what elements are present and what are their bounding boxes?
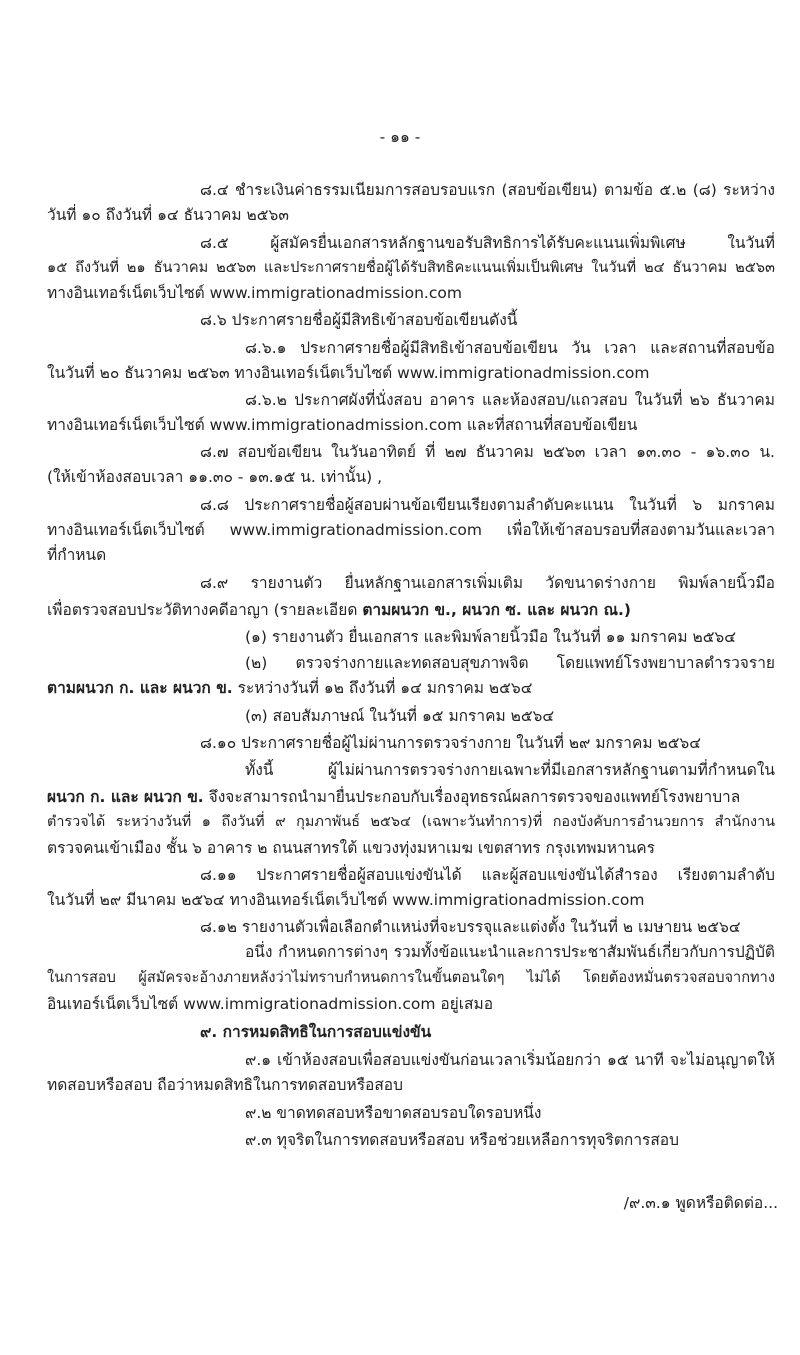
text-bold: ตามผนวก ข., ผนวก ซ. และ ผนวก ณ.) (362, 601, 631, 619)
item-8-9-2: (๒) ตรวจร่างกายและทดสอบสุขภาพจิต โดยแพทย์โรงพยาบาลตำรวจราย (245, 654, 775, 672)
item-8-8: ๘.๘ ประกาศรายชื่อผู้สอบผ่านข้อเขียนเรียงตามลำดับคะแนน ในวันที่ ๖ มกราคม (200, 496, 775, 514)
text-line: ในการสอบ ผู้สมัครจะอ้างภายหลังว่าไม่ทราบกำหนดการในขั้นตอนใดๆ ไม่ได้ โดยต้องหมั่นตรวจสอบจากทาง (47, 969, 775, 986)
item-8-9-1: (๑) รายงานตัว ยื่นเอกสาร และพิมพ์ลายนิ้วมือ ในวันที่ ๑๑ มกราคม ๒๕๖๔ (245, 628, 736, 646)
text-line: ทางอินเทอร์เน็ตเว็บไซต์ www.immigrationadmission.com และที่สถานที่สอบข้อเขียน (47, 416, 638, 434)
text-line: ที่กำหนด (47, 546, 107, 564)
text-line (47, 786, 775, 808)
item-8-6: ๘.๖ ประกาศรายชื่อผู้มีสิทธิเข้าสอบข้อเขียนดังนี้ (200, 311, 518, 329)
item-8-6-1: ๘.๖.๑ ประกาศรายชื่อผู้มีสิทธิเข้าสอบข้อเขียน วัน เวลา และสถานที่สอบข้อ (245, 339, 775, 357)
text-normal: ระหว่างวันที่ ๑๒ ถึงวันที่ ๑๔ มกราคม ๒๕๖๔ (232, 679, 533, 697)
text-line: ทั้งนี้ ผู้ไม่ผ่านการตรวจร่างกายเฉพาะที่มีเอกสารหลักฐานตามที่กำหนดใน (245, 761, 775, 779)
text-line: ๑๕ ถึงวันที่ ๒๑ ธันวาคม ๒๕๖๓ และประกาศรายชื่อผู้ได้รับสิทธิคะแนนเพิ่มเป็นพิเศษ ในวันที่ ๒๔ ธันวาคม ๒๕๖๓ (47, 259, 775, 276)
text-normal: เพื่อตรวจสอบประวัติทางคดีอาญา (รายละเอียด (47, 601, 363, 619)
text-line: ทดสอบหรือสอบ ถือว่าหมดสิทธิในการทดสอบหรือสอบ (47, 1076, 403, 1094)
text-line: อินเทอร์เน็ตเว็บไซต์ www.immigrationadmission.com อยู่เสมอ (47, 995, 494, 1013)
text-line: วันที่ ๑๐ ถึงวันที่ ๑๔ ธันวาคม ๒๕๖๓ (47, 206, 289, 224)
item-8-9: ๘.๙ รายงานตัว ยื่นหลักฐานเอกสารเพิ่มเติม วัดขนาดร่างกาย พิมพ์ลายนิ้วมือ (200, 574, 775, 592)
text-bold: ผนวก ก. และ ผนวก ข. (47, 788, 204, 806)
item-8-4: ๘.๔ ชำระเงินค่าธรรมเนียมการสอบรอบแรก (สอบข้อเขียน) ตามข้อ ๕.๒ (๘) ระหว่าง (200, 181, 775, 199)
item-8-6-2: ๘.๖.๒ ประกาศผังที่นั่งสอบ อาคาร และห้องสอบ/แถวสอบ ในวันที่ ๒๖ ธันวาคม (245, 391, 775, 409)
item-8-12: ๘.๑๒ รายงานตัวเพื่อเลือกตำแหน่งที่จะบรรจุและแต่งตั้ง ในวันที่ ๒ เมษายน ๒๕๖๔ (200, 918, 741, 936)
text-line: ตรวจคนเข้าเมือง ชั้น ๖ อาคาร ๒ ถนนสาทรใต้ แขวงทุ่งมหาเมฆ เขตสาทร กรุงเทพมหานคร (47, 839, 655, 857)
item-8-9-3: (๓) สอบสัมภาษณ์ ในวันที่ ๑๕ มกราคม ๒๕๖๔ (245, 707, 555, 725)
item-8-5: ๘.๕ ผู้สมัครยื่นเอกสารหลักฐานขอรับสิทธิการได้รับคะแนนเพิ่มพิเศษ ในวันที่ (200, 234, 775, 252)
item-8-11: ๘.๑๑ ประกาศรายชื่อผู้สอบแข่งขันได้ และผู้สอบแข่งขันได้สำรอง เรียงตามลำดับ (200, 866, 775, 884)
text-line: (ให้เข้าห้องสอบเวลา ๑๑.๓๐ - ๑๓.๑๕ น. เท่านั้น) , (47, 468, 382, 486)
continuation-note: /๙.๓.๑ พูดหรือติดต่อ... (623, 1194, 778, 1212)
page-number: - ๑๑ - (379, 128, 421, 146)
text-line: ในวันที่ ๒๙ มีนาคม ๒๕๖๔ ทางอินเทอร์เน็ตเว็บไซต์ www.immigrationadmission.com (47, 891, 645, 909)
text-bold: ตามผนวก ก. และ ผนวก ข. (47, 679, 233, 697)
item-8-7: ๘.๗ สอบข้อเขียน ในวันอาทิตย์ ที่ ๒๗ ธันวาคม ๒๕๖๓ เวลา ๑๓.๓๐ - ๑๖.๓๐ น. (200, 443, 775, 461)
text-line (47, 677, 775, 699)
text-line: อนึ่ง กำหนดการต่างๆ รวมทั้งข้อแนะนำและการประชาสัมพันธ์เกี่ยวกับการปฏิบัติ (245, 943, 775, 961)
text-line (47, 599, 775, 621)
text-line: ตำรวจได้ ระหว่างวันที่ ๑ ถึงวันที่ ๙ กุมภาพันธ์ ๒๕๖๔ (เฉพาะวันทำการ)ที่ กองบังคับการอำนวยการ สำนักงาน (47, 814, 775, 830)
item-9-2: ๙.๒ ขาดทดสอบหรือขาดสอบรอบใดรอบหนึ่ง (245, 1104, 542, 1122)
item-9-1: ๙.๑ เข้าห้องสอบเพื่อสอบแข่งขันก่อนเวลาเริ่มน้อยกว่า ๑๕ นาที จะไม่อนุญาตให้ (245, 1051, 775, 1069)
text-line: ในวันที่ ๒๐ ธันวาคม ๒๕๖๓ ทางอินเทอร์เน็ตเว็บไซต์ www.immigrationadmission.com (47, 364, 650, 382)
text-line: ทางอินเทอร์เน็ตเว็บไซต์ www.immigrationadmission.com (47, 284, 462, 302)
item-8-10: ๘.๑๐ ประกาศรายชื่อผู้ไม่ผ่านการตรวจร่างกาย ในวันที่ ๒๙ มกราคม ๒๕๖๔ (200, 734, 701, 752)
text-line: ทางอินเทอร์เน็ตเว็บไซต์ www.immigrationadmission.com เพื่อให้เข้าสอบรอบที่สองตามวันและเวลา (47, 521, 775, 539)
item-9-3: ๙.๓ ทุจริตในการทดสอบหรือสอบ หรือช่วยเหลือการทุจริตการสอบ (245, 1131, 679, 1149)
text-normal: จึงจะสามารถนำมายื่นประกอบกับเรื่องอุทธรณ์ผลการตรวจของแพทย์โรงพยาบาล (203, 788, 741, 806)
section-9-heading: ๙. การหมดสิทธิในการสอบแข่งขัน (200, 1023, 432, 1041)
